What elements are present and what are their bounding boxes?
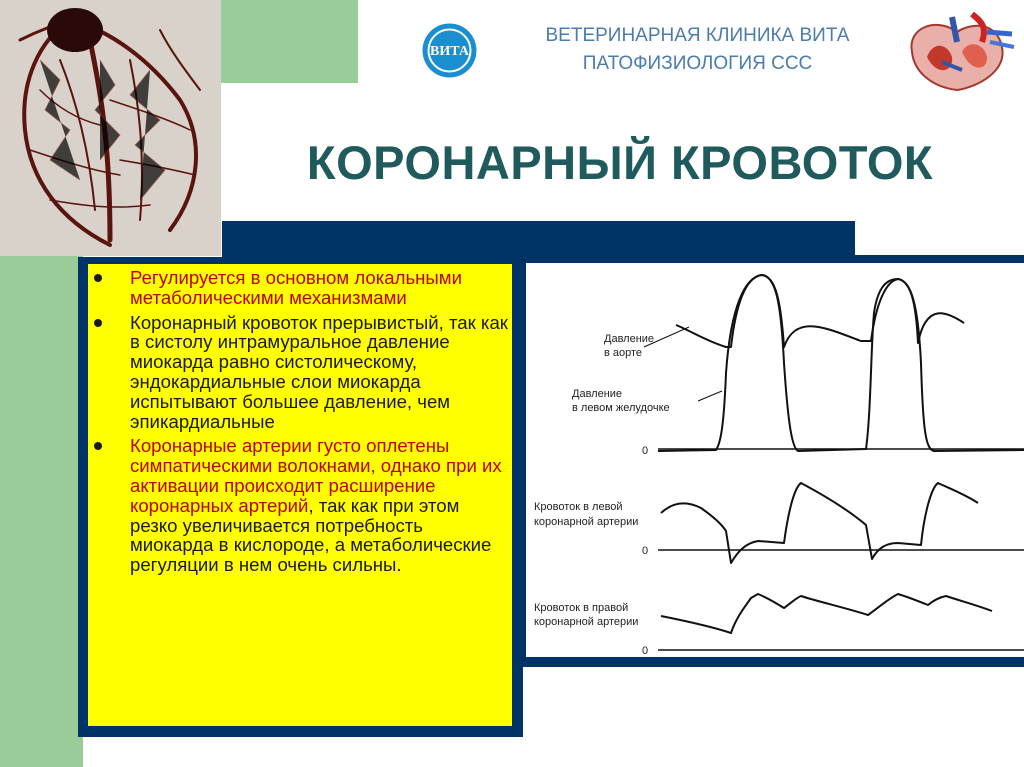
decor-green-top	[220, 0, 358, 83]
aorta-pressure-curve	[676, 275, 964, 347]
right-flow-label-line2: коронарной артерии	[534, 616, 639, 628]
clinic-logo	[421, 22, 478, 79]
subject-name: ПАТОФИЗИОЛОГИЯ ССС	[582, 53, 813, 74]
bullet-text-black: , так как при этом резко увеличивается потребность миокарда в кислороде, а метаболические регуляции в нем очень сильны.	[130, 494, 492, 576]
zero-label-right-flow: 0	[642, 645, 649, 657]
coronary-flow-diagram	[526, 263, 1024, 657]
decor-green-left	[0, 255, 83, 767]
bullet-dot	[94, 274, 102, 282]
bullet-dot	[94, 442, 102, 450]
logo-text: ВИТА	[430, 44, 469, 59]
zero-label-pressure: 0	[642, 445, 649, 457]
right-flow-curve	[661, 594, 992, 633]
bullet-dot	[94, 319, 102, 327]
clinic-name: ВЕТЕРИНАРНАЯ КЛИНИКА ВИТА	[545, 25, 850, 46]
aorta-label-line1: Давление	[604, 333, 655, 345]
heart-anatomy-icon	[902, 12, 1018, 92]
page-title: КОРОНАРНЫЙ КРОВОТОК	[306, 136, 934, 189]
left-flow-label-line2: коронарной артерии	[534, 516, 639, 528]
bullet-text: Коронарный кровоток прерывистый, так как в систолу интрамуральное давление миокарда равно систолическому, эндокардиальные слои миокарда испытывают большее давление, чем эпикардиальные	[130, 311, 508, 432]
bullet-item	[94, 268, 508, 308]
lv-pressure-curve	[658, 275, 1024, 451]
coronary-cast-photo	[0, 0, 221, 256]
lv-label-line2: в левом желудочке	[572, 402, 670, 414]
bullet-item	[94, 313, 508, 432]
left-flow-curve	[661, 483, 978, 563]
aorta-label-line2: в аорте	[604, 347, 643, 359]
bullet-text-red: Коронарные артерии густо оплетены симпатическими волокнами, однако при их активации происходит расширение коронарных артерий	[130, 435, 502, 516]
bullet-list	[94, 268, 508, 580]
bullet-text: Регулируется в основном локальными метаболическими механизмами	[130, 267, 462, 308]
right-flow-label-line1: Кровоток в правой	[534, 602, 629, 614]
bullet-item	[94, 436, 508, 575]
zero-label-left-flow: 0	[642, 545, 649, 557]
lv-label-line1: Давление	[572, 388, 623, 400]
left-flow-label-line1: Кровоток в левой	[534, 501, 623, 513]
